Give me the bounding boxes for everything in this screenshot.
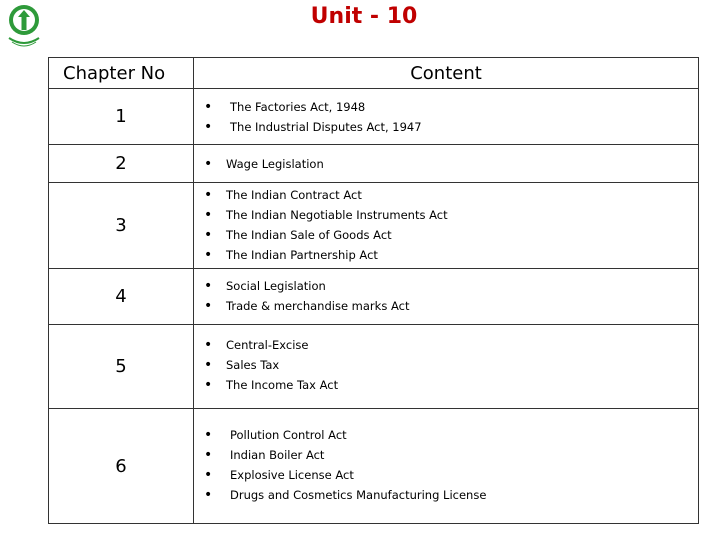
list-item: • Indian Boiler Act — [204, 447, 325, 463]
content-list — [194, 185, 698, 265]
list-item: • The Indian Partnership Act — [204, 247, 378, 263]
list-item: • The Factories Act, 1948 — [204, 99, 366, 115]
content-list — [194, 97, 698, 137]
content-cell — [194, 183, 699, 269]
bullet-icon: • — [204, 298, 213, 314]
list-item: • Central-Excise — [204, 337, 309, 353]
table-row — [49, 145, 699, 183]
bullet-icon: • — [204, 467, 213, 483]
chapter-number: 4 — [49, 269, 194, 325]
bullet-icon: • — [204, 99, 213, 115]
list-item: • Explosive License Act — [204, 467, 354, 483]
table-row — [49, 269, 699, 325]
chapter-number: 2 — [49, 145, 194, 183]
list-item: • The Indian Sale of Goods Act — [204, 227, 392, 243]
list-item: • The Income Tax Act — [204, 377, 339, 393]
list-item: • Social Legislation — [204, 278, 326, 294]
content-cell — [194, 269, 699, 325]
content-list — [194, 425, 698, 505]
unit-table — [48, 57, 699, 524]
bullet-icon: • — [204, 357, 213, 373]
bullet-icon: • — [204, 278, 213, 294]
bullet-icon: • — [204, 156, 213, 172]
bullet-icon: • — [204, 447, 213, 463]
bullet-icon: • — [204, 427, 213, 443]
bullet-icon: • — [204, 187, 213, 203]
table-row — [49, 89, 699, 145]
content-list — [194, 276, 698, 316]
content-cell — [194, 89, 699, 145]
table-row — [49, 409, 699, 524]
list-item: • Pollution Control Act — [204, 427, 347, 443]
list-item: • Wage Legislation — [204, 156, 324, 172]
table-row — [49, 183, 699, 269]
content-list — [194, 154, 698, 174]
content-list — [194, 335, 698, 395]
header-chapter-no: Chapter No — [49, 58, 194, 89]
bullet-icon: • — [204, 337, 213, 353]
content-cell — [194, 409, 699, 524]
bullet-icon: • — [204, 377, 213, 393]
chapter-number: 1 — [49, 89, 194, 145]
table-header-row — [49, 58, 699, 89]
list-item: • The Indian Contract Act — [204, 187, 362, 203]
list-item: • The Industrial Disputes Act, 1947 — [204, 119, 422, 135]
bullet-icon: • — [204, 207, 213, 223]
list-item: • Sales Tax — [204, 357, 280, 373]
header-content: Content — [194, 58, 699, 89]
bullet-icon: • — [204, 247, 213, 263]
bullet-icon: • — [204, 227, 213, 243]
bullet-icon: • — [204, 487, 213, 503]
list-item: • Trade & merchandise marks Act — [204, 298, 410, 314]
chapter-number: 3 — [49, 183, 194, 269]
table-row — [49, 325, 699, 409]
chapter-number: 6 — [49, 409, 194, 524]
page-title: Unit - 10 — [310, 4, 418, 29]
list-item: • The Indian Negotiable Instruments Act — [204, 207, 448, 223]
list-item: • Drugs and Cosmetics Manufacturing License — [204, 487, 487, 503]
content-cell — [194, 145, 699, 183]
chapter-number: 5 — [49, 325, 194, 409]
content-cell — [194, 325, 699, 409]
bullet-icon: • — [204, 119, 213, 135]
